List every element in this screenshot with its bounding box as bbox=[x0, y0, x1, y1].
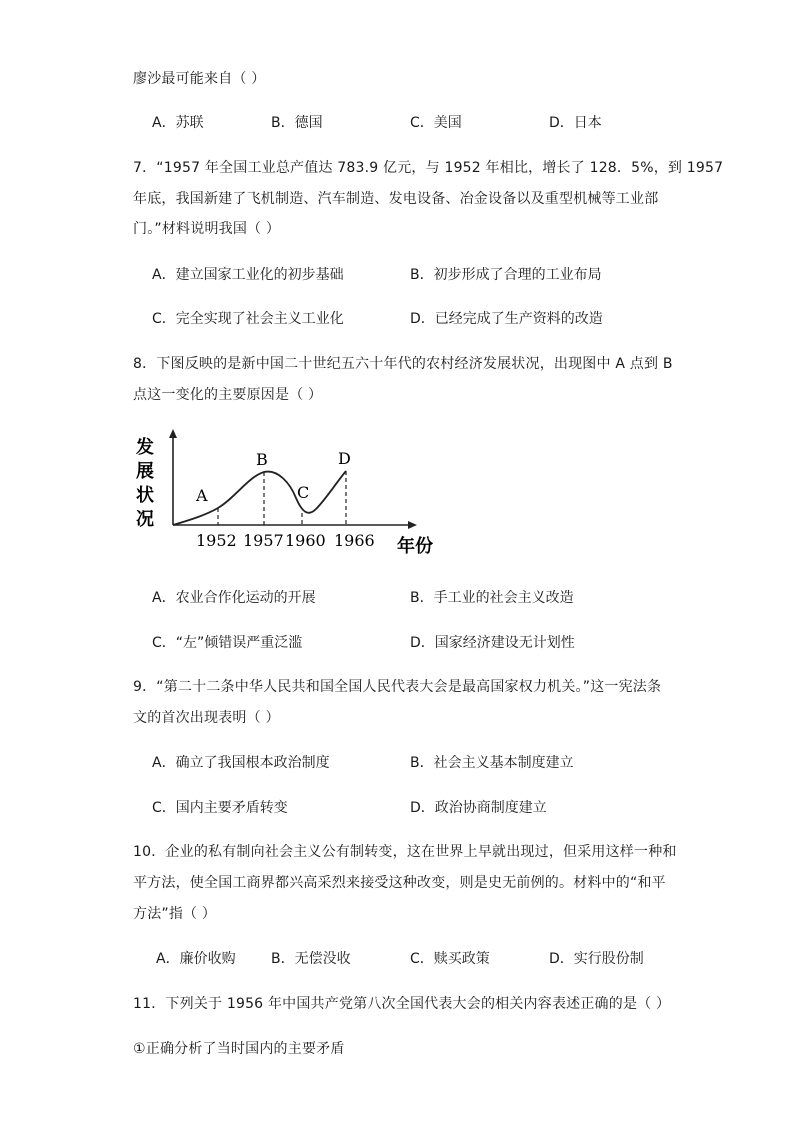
q11-item-1: ①正确分析了当时国内的主要矛盾 bbox=[133, 1041, 345, 1057]
q9-stem-line-1: 9．“第二十二条中华人民共和国全国人民代表大会是最高国家权力机关。”这一宪法条 bbox=[133, 679, 662, 695]
q9-stem-line-2: 文的首次出现表明（ ） bbox=[133, 710, 280, 726]
q10-option-d[interactable]: D．实行股份制 bbox=[549, 951, 644, 967]
q8-stem-line-1: 8．下图反映的是新中国二十世纪五六十年代的农村经济发展状况，出现图中 A 点到 B bbox=[133, 356, 673, 372]
figure-tick-1966: 1966 bbox=[334, 531, 375, 550]
figure-point-d: D bbox=[338, 449, 351, 468]
q10-stem-line-3: 方法”指（ ） bbox=[133, 906, 217, 922]
q7-option-d[interactable]: D．已经完成了生产资料的改造 bbox=[410, 311, 603, 327]
q11-stem-line-1: 11．下列关于 1956 年中国共产党第八次全国代表大会的相关内容表述正确的是（ ） bbox=[133, 996, 671, 1012]
q8-figure bbox=[130, 425, 450, 565]
q10-option-c[interactable]: C．赎买政策 bbox=[410, 951, 490, 967]
figure-x-arrow bbox=[408, 521, 417, 529]
q8-option-a[interactable]: A．农业合作化运动的开展 bbox=[152, 590, 316, 606]
q8-option-d[interactable]: D．国家经济建设无计划性 bbox=[410, 635, 575, 651]
figure-tick-1952: 1952 bbox=[196, 531, 237, 550]
figure-point-a: A bbox=[196, 486, 208, 505]
q7-option-b[interactable]: B．初步形成了合理的工业布局 bbox=[410, 267, 602, 283]
figure-point-b: B bbox=[256, 450, 268, 469]
figure-tick-1957: 1957 bbox=[243, 531, 284, 550]
q7-option-c[interactable]: C．完全实现了社会主义工业化 bbox=[152, 311, 344, 327]
figure-ylabel-1: 发 bbox=[136, 437, 154, 458]
q6-option-d[interactable]: D．日本 bbox=[549, 115, 602, 131]
q10-option-b[interactable]: B．无偿没收 bbox=[271, 951, 351, 967]
q9-option-c[interactable]: C．国内主要矛盾转变 bbox=[152, 800, 288, 816]
q7-stem-line-2: 年底，我国新建了飞机制造、汽车制造、发电设备、冶金设备以及重型机械等工业部 bbox=[133, 191, 659, 207]
q6-option-a[interactable]: A．苏联 bbox=[152, 115, 204, 131]
figure-point-c: C bbox=[297, 483, 310, 502]
q8-option-c[interactable]: C．“左”倾错误严重泛滥 bbox=[152, 635, 303, 651]
q6-option-c[interactable]: C．美国 bbox=[410, 115, 462, 131]
q9-option-d[interactable]: D．政治协商制度建立 bbox=[410, 800, 547, 816]
q10-option-a[interactable]: A．廉价收购 bbox=[156, 951, 236, 967]
q10-stem-line-1: 10．企业的私有制向社会主义公有制转变，这在世界上早就出现过，但采用这样一种和 bbox=[133, 844, 677, 860]
q9-option-a[interactable]: A．确立了我国根本政治制度 bbox=[152, 755, 330, 771]
figure-xlabel: 年份 bbox=[397, 536, 433, 557]
figure-tick-1960: 1960 bbox=[285, 531, 326, 550]
figure-ylabel-2: 展 bbox=[136, 461, 154, 482]
q10-stem-line-2: 平方法，使全国工商界都兴高采烈来接受这种改变，则是史无前例的。材料中的“和平 bbox=[133, 875, 666, 891]
figure-ylabel-3: 状 bbox=[136, 485, 154, 506]
q6-option-b[interactable]: B．德国 bbox=[271, 115, 323, 131]
q9-option-b[interactable]: B．社会主义基本制度建立 bbox=[410, 755, 574, 771]
q8-option-b[interactable]: B．手工业的社会主义改造 bbox=[410, 590, 574, 606]
q7-stem-line-3: 门。”材料说明我国（ ） bbox=[133, 221, 281, 237]
q7-option-a[interactable]: A．建立国家工业化的初步基础 bbox=[152, 267, 344, 283]
q7-stem-line-1: 7．“1957 年全国工业总产值达 783.9 亿元，与 1952 年相比，增长了 128．5%，到 1957 bbox=[133, 160, 724, 176]
figure-ylabel-4: 况 bbox=[136, 509, 154, 530]
q6-stem: 廖沙最可能来自（ ） bbox=[133, 71, 266, 87]
q8-stem-line-2: 点这一变化的主要原因是（ ） bbox=[133, 387, 323, 403]
figure-y-arrow bbox=[169, 429, 177, 438]
